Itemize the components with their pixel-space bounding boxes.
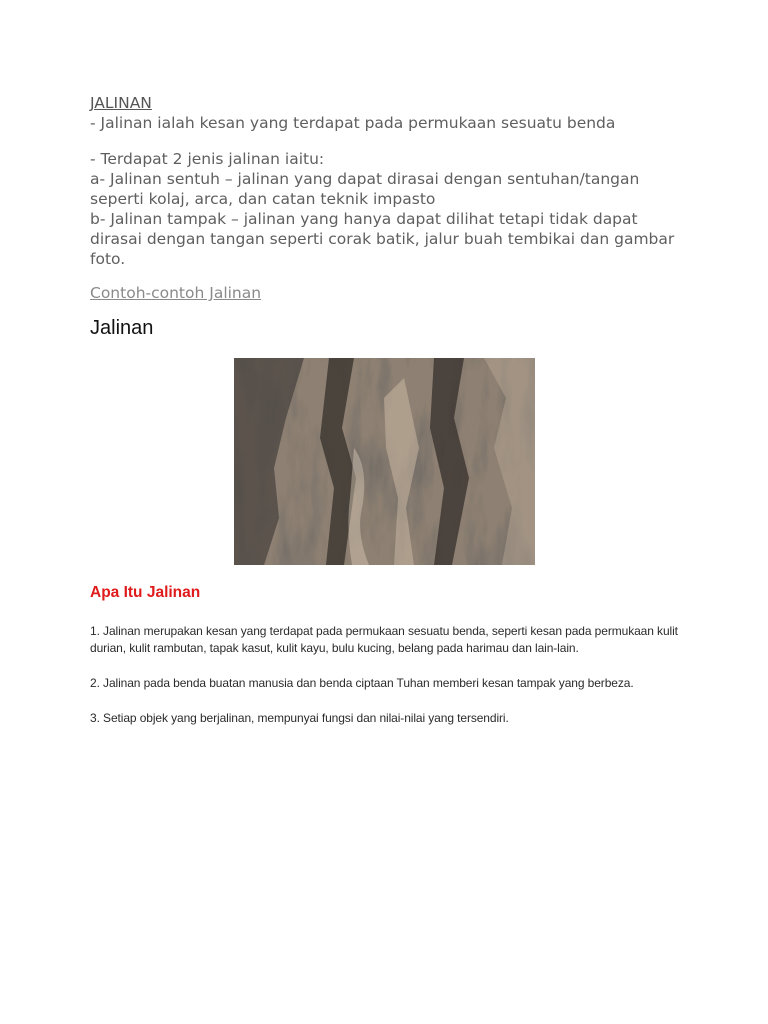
section-title: Jalinan bbox=[90, 317, 154, 339]
apa-itu-jalinan-heading: Apa Itu Jalinan bbox=[90, 584, 201, 601]
points-list bbox=[90, 623, 680, 745]
intro-block bbox=[90, 93, 690, 269]
point-item: 2. Jalinan pada benda buatan manusia dan benda ciptaan Tuhan memberi kesan tampak yang berbeza. bbox=[90, 676, 634, 690]
intro-line-jalinan-tampak: b- Jalinan tampak – jalinan yang hanya dapat dilihat tetapi tidak dapat dirasai dengan tangan seperti corak batik, jalur buah tembikai dan gambar foto. bbox=[90, 210, 675, 268]
point-item: 1. Jalinan merupakan kesan yang terdapat pada permukaan sesuatu benda, seperti kesan pada permukaan kulit durian, kulit rambutan, tapak kasut, kulit kayu, bulu kucing, belang pada harimau dan lain-lain. bbox=[90, 624, 678, 655]
tree-bark-texture-image bbox=[234, 358, 535, 565]
intro-line-definition: - Jalinan ialah kesan yang terdapat pada permukaan sesuatu benda bbox=[90, 114, 616, 132]
examples-link[interactable]: Contoh-contoh Jalinan bbox=[90, 284, 262, 302]
point-item: 3. Setiap objek yang berjalinan, mempunyai fungsi dan nilai-nilai yang tersendiri. bbox=[90, 711, 509, 725]
intro-line-jalinan-sentuh: a- Jalinan sentuh – jalinan yang dapat dirasai dengan sentuhan/tangan seperti kolaj, arca, dan catan teknik impasto bbox=[90, 170, 640, 208]
intro-line-types: - Terdapat 2 jenis jalinan iaitu: bbox=[90, 150, 325, 168]
main-heading: JALINAN bbox=[90, 94, 152, 112]
